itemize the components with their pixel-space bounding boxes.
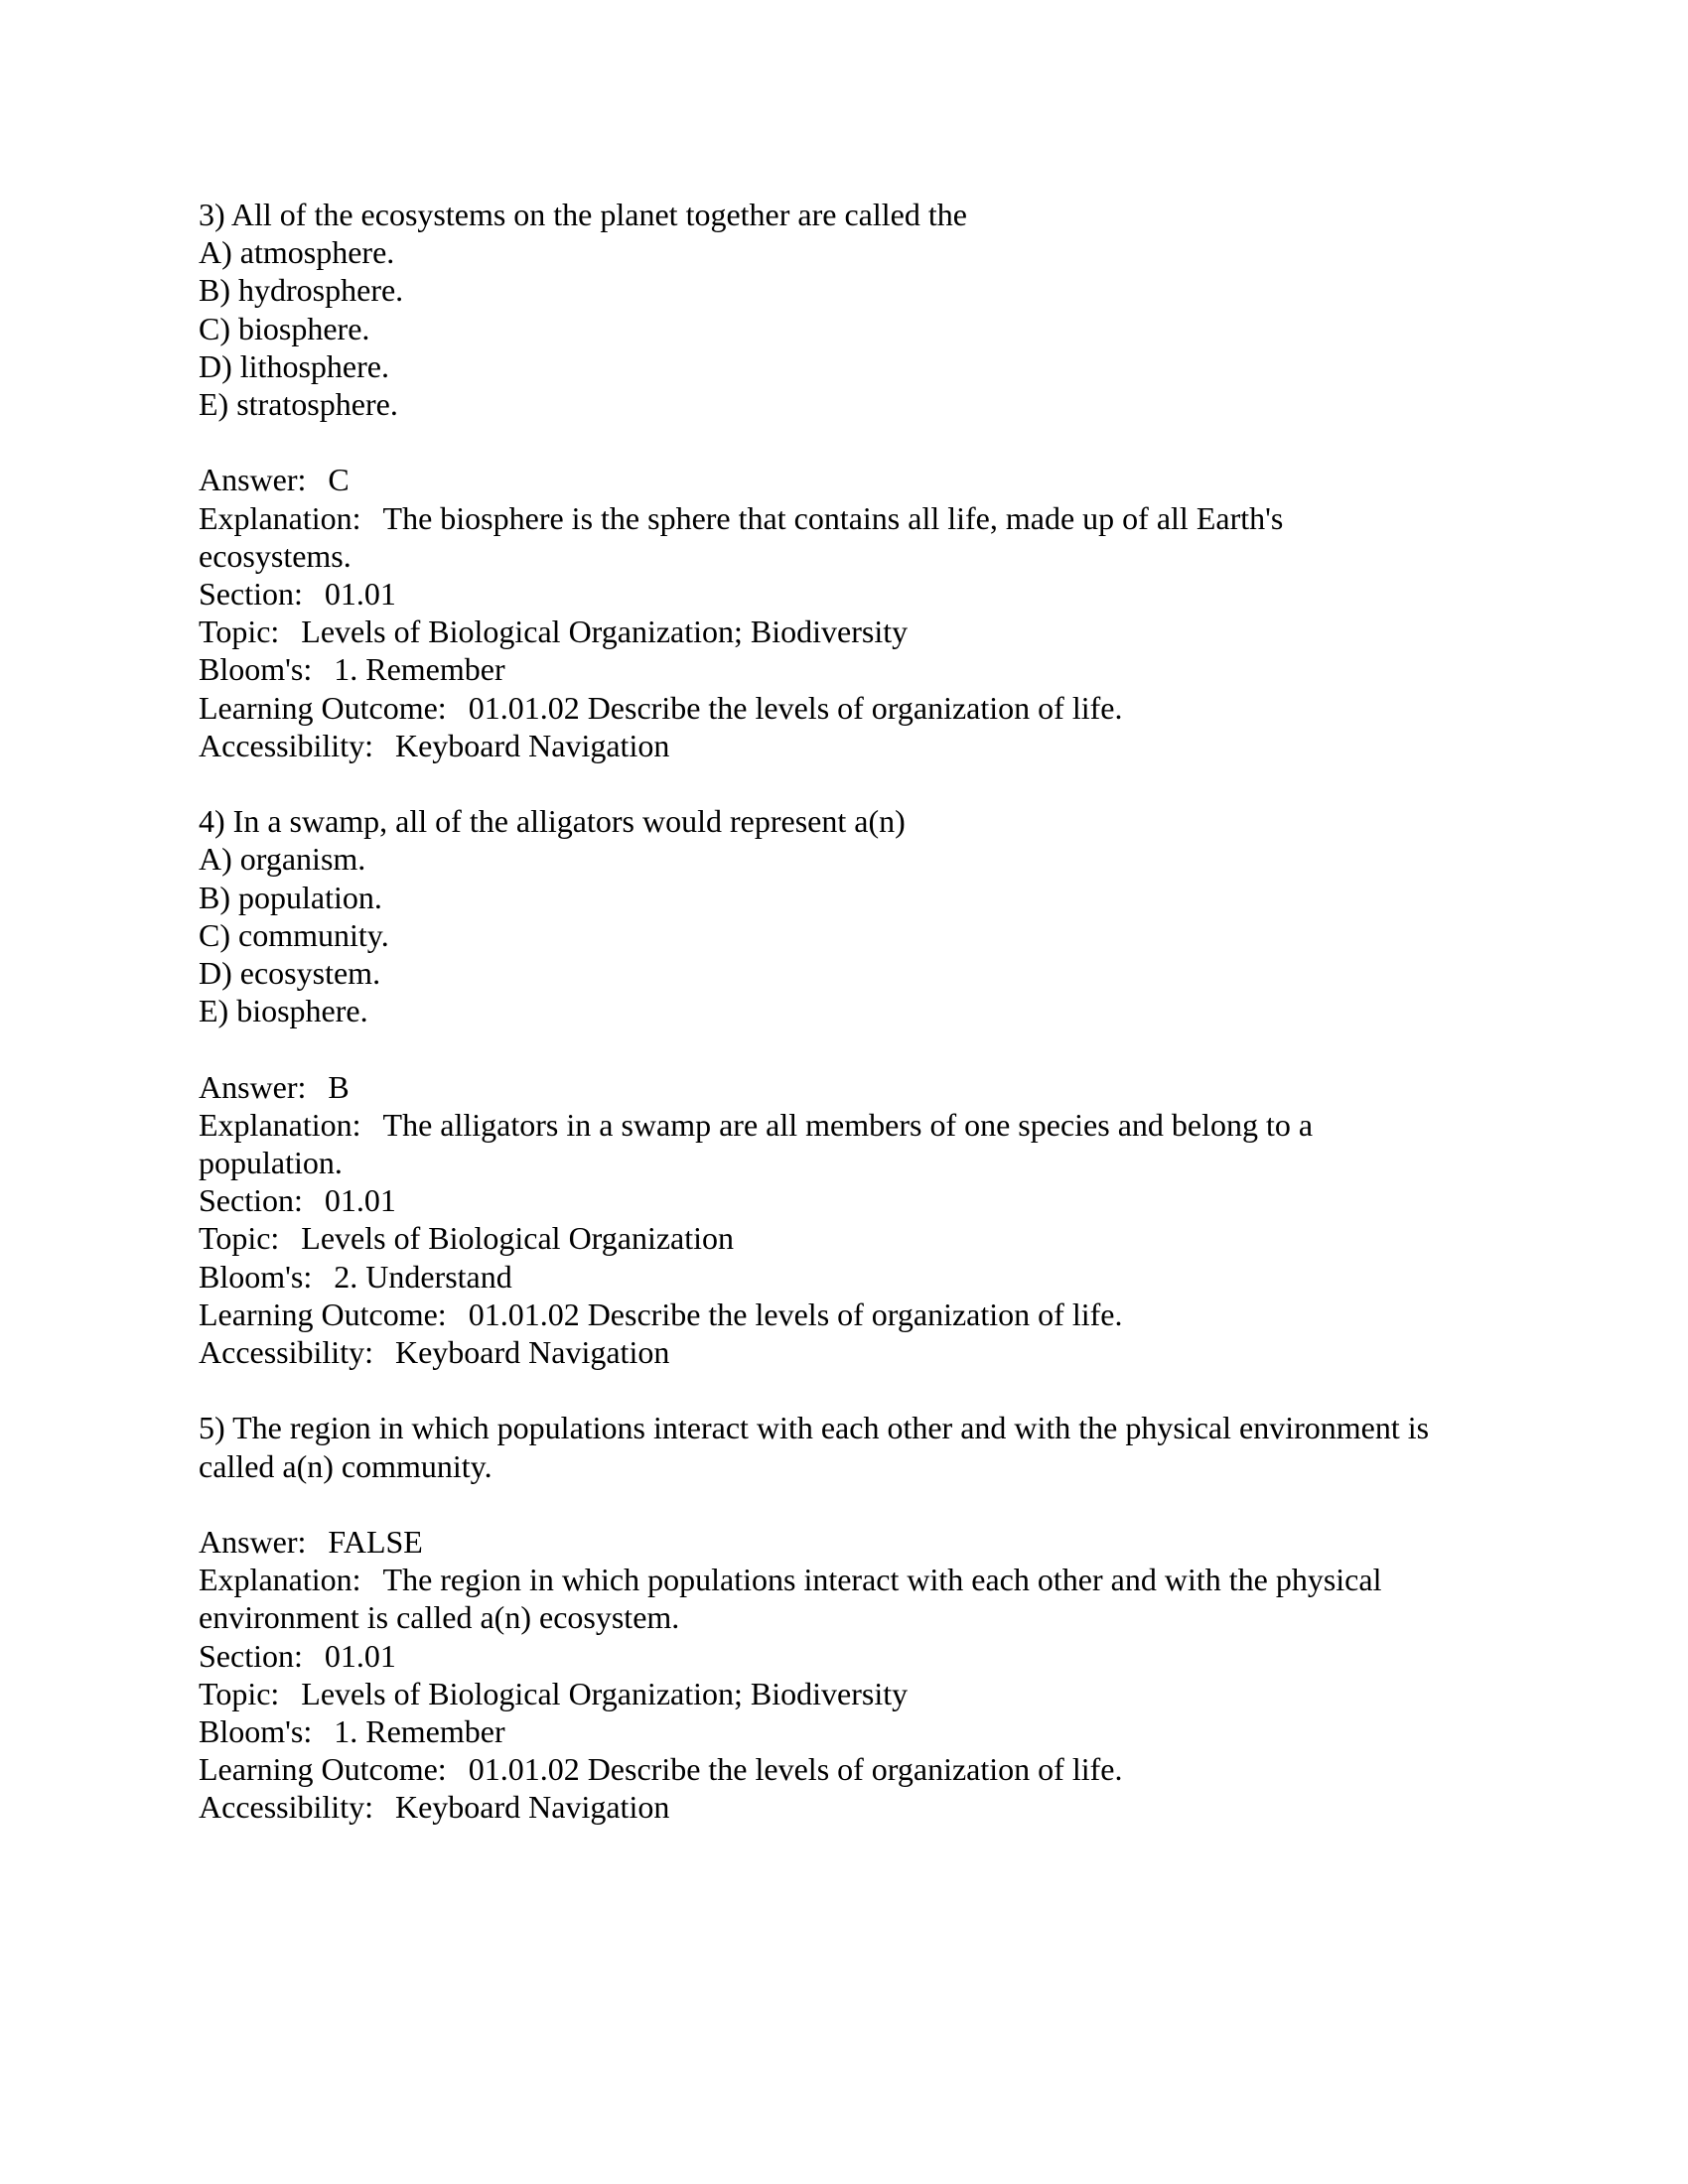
- accessibility-row: [199, 727, 1489, 764]
- spacer: [199, 764, 1489, 802]
- accessibility-label: Accessibility:: [199, 1789, 373, 1826]
- topic-label: Topic:: [199, 614, 280, 650]
- spacer: [199, 1485, 1489, 1523]
- section-label: Section:: [199, 576, 303, 613]
- spacer: [199, 1371, 1489, 1409]
- blooms-row: [199, 650, 1489, 688]
- spacer: [199, 1029, 1489, 1067]
- explanation-row: [199, 1561, 1479, 1636]
- answer-label: Answer:: [199, 462, 307, 498]
- accessibility-value: Keyboard Navigation: [394, 1789, 670, 1826]
- blooms-row: [199, 1712, 1489, 1750]
- question-3: [199, 196, 1489, 764]
- answer-label: Answer:: [199, 1068, 307, 1105]
- answer-row: [199, 1523, 1489, 1561]
- section-label: Section:: [199, 1637, 303, 1674]
- document-page: [199, 196, 1489, 1827]
- answer-label: Answer:: [199, 1524, 307, 1561]
- topic-label: Topic:: [199, 1220, 280, 1257]
- topic-value: Levels of Biological Organization; Biodiversity: [301, 1675, 909, 1711]
- learning-outcome-row: [199, 689, 1489, 727]
- section-row: [199, 1181, 1489, 1219]
- topic-row: [199, 1675, 1489, 1712]
- explanation-row: [199, 1106, 1370, 1181]
- option-b: B) hydrosphere.: [199, 272, 404, 309]
- explanation-label: Explanation:: [199, 499, 361, 536]
- learning-outcome-label: Learning Outcome:: [199, 1751, 447, 1788]
- option-d: D) lithosphere.: [199, 347, 389, 384]
- learning-outcome-value: 01.01.02 Describe the levels of organization of life.: [468, 689, 1123, 726]
- topic-value: Levels of Biological Organization: [301, 1220, 735, 1257]
- explanation-value: The biosphere is the sphere that contains all life, made up of all Earth's ecosystems.: [199, 499, 1292, 574]
- topic-label: Topic:: [199, 1675, 280, 1711]
- learning-outcome-row: [199, 1296, 1489, 1333]
- section-value: 01.01: [324, 1182, 396, 1219]
- option-a: A) atmosphere.: [199, 234, 395, 271]
- explanation-row: [199, 499, 1370, 575]
- option-a: A) organism.: [199, 841, 366, 878]
- blooms-label: Bloom's:: [199, 1258, 313, 1295]
- accessibility-value: Keyboard Navigation: [394, 727, 670, 763]
- question-stem: 3) All of the ecosystems on the planet together are called the: [199, 197, 967, 232]
- option-e: E) biosphere.: [199, 993, 368, 1029]
- answer-row: [199, 1068, 1489, 1106]
- blooms-label: Bloom's:: [199, 1713, 313, 1750]
- question-stem: 5) The region in which populations interact with each other and with the physical environment is called a(n) community.: [199, 1410, 1438, 1484]
- topic-row: [199, 1219, 1489, 1257]
- answer-value: FALSE: [328, 1524, 423, 1561]
- section-row: [199, 1637, 1489, 1675]
- option-e: E) stratosphere.: [199, 386, 398, 423]
- accessibility-label: Accessibility:: [199, 1334, 373, 1371]
- question-5: [199, 1409, 1489, 1826]
- section-value: 01.01: [324, 1637, 396, 1674]
- accessibility-value: Keyboard Navigation: [394, 1334, 670, 1371]
- learning-outcome-value: 01.01.02 Describe the levels of organization of life.: [468, 1296, 1123, 1332]
- blooms-value: 2. Understand: [334, 1258, 512, 1295]
- blooms-value: 1. Remember: [334, 1713, 505, 1750]
- accessibility-row: [199, 1333, 1489, 1371]
- learning-outcome-label: Learning Outcome:: [199, 1296, 447, 1332]
- blooms-value: 1. Remember: [334, 651, 505, 688]
- explanation-label: Explanation:: [199, 1562, 361, 1598]
- explanation-value: The region in which populations interact with each other and with the physical environment is called a(n) ecosystem.: [199, 1562, 1390, 1636]
- blooms-label: Bloom's:: [199, 651, 313, 688]
- section-row: [199, 575, 1489, 613]
- section-value: 01.01: [324, 576, 396, 613]
- learning-outcome-label: Learning Outcome:: [199, 689, 447, 726]
- option-c: C) community.: [199, 916, 389, 953]
- option-d: D) ecosystem.: [199, 955, 381, 992]
- learning-outcome-value: 01.01.02 Describe the levels of organization of life.: [468, 1751, 1123, 1788]
- accessibility-row: [199, 1788, 1489, 1826]
- answer-row: [199, 461, 1489, 498]
- option-c: C) biosphere.: [199, 310, 370, 346]
- explanation-value: The alligators in a swamp are all members of one species and belong to a population.: [199, 1106, 1322, 1181]
- topic-value: Levels of Biological Organization; Biodiversity: [301, 614, 909, 650]
- topic-row: [199, 613, 1489, 650]
- spacer: [199, 423, 1489, 461]
- question-stem: 4) In a swamp, all of the alligators would represent a(n): [199, 803, 906, 840]
- answer-value: C: [328, 462, 350, 498]
- accessibility-label: Accessibility:: [199, 727, 373, 763]
- section-label: Section:: [199, 1182, 303, 1219]
- learning-outcome-row: [199, 1750, 1489, 1788]
- question-4: [199, 802, 1489, 1371]
- explanation-label: Explanation:: [199, 1106, 361, 1143]
- blooms-row: [199, 1258, 1489, 1296]
- answer-value: B: [328, 1068, 350, 1105]
- option-b: B) population.: [199, 879, 382, 915]
